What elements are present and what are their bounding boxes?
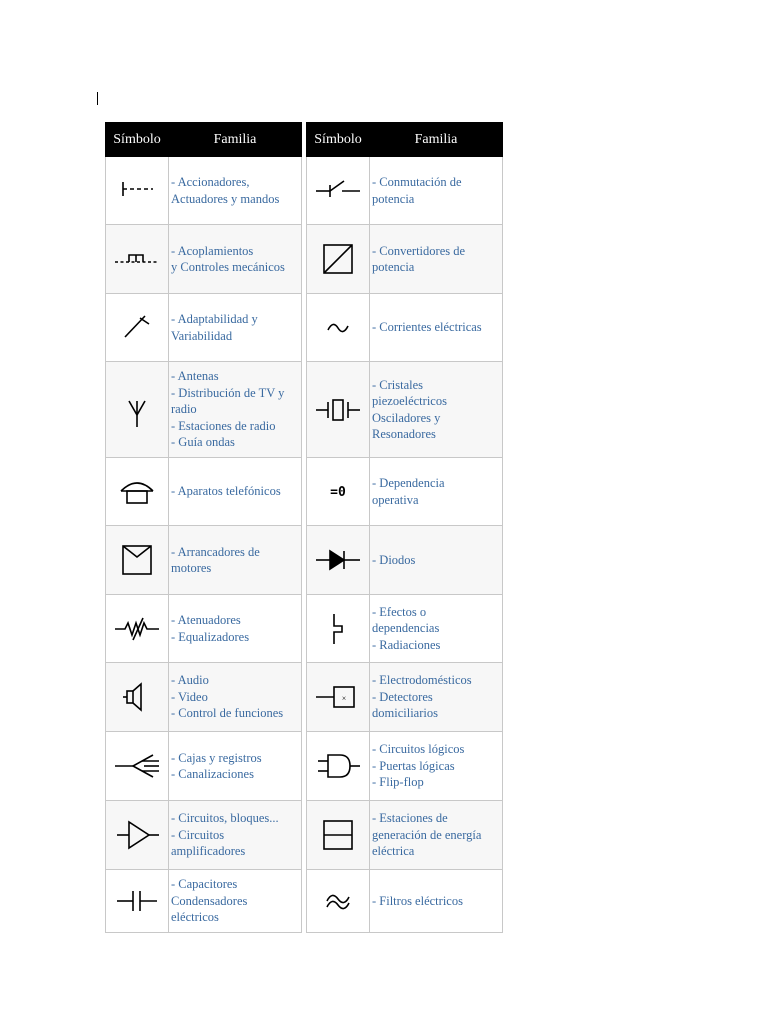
family-text: operativa bbox=[372, 492, 419, 507]
table-row bbox=[307, 732, 503, 801]
family-text: y Controles mecánicos bbox=[171, 260, 285, 274]
symbol-cell bbox=[307, 458, 370, 526]
svg-text:×: × bbox=[341, 694, 347, 703]
family-cell bbox=[370, 663, 503, 732]
logic-gate-icon bbox=[307, 749, 369, 783]
generating-station-icon bbox=[307, 818, 369, 852]
family-text: - Accionadores, bbox=[171, 175, 250, 189]
family-text: - Guía ondas bbox=[171, 435, 235, 450]
family-text: potencia bbox=[372, 260, 415, 274]
text-cursor bbox=[97, 92, 98, 105]
symbol-cell bbox=[307, 870, 370, 933]
family-text: potencia bbox=[372, 191, 415, 206]
symbol-cell bbox=[106, 870, 169, 933]
speaker-icon bbox=[106, 680, 168, 714]
table-row bbox=[106, 663, 302, 732]
family-text: - Efectos o bbox=[372, 604, 427, 619]
family-text: Osciladores y bbox=[372, 410, 441, 425]
family-cell bbox=[370, 870, 503, 933]
table-row bbox=[307, 801, 503, 870]
diode-icon bbox=[307, 543, 369, 577]
converter-icon bbox=[307, 242, 369, 276]
family-text: - Video bbox=[171, 689, 208, 704]
family-text: - Cajas y registros bbox=[171, 750, 262, 765]
family-text: - Detectores bbox=[372, 689, 433, 704]
family-text: amplificadores bbox=[171, 844, 246, 859]
family-text: dependencias bbox=[372, 621, 440, 636]
dependency-icon: =0 bbox=[330, 484, 346, 500]
family-text: - Atenuadores bbox=[171, 613, 241, 627]
family-text: Actuadores y mandos bbox=[171, 191, 280, 206]
table-row bbox=[307, 458, 503, 526]
family-text: - Cristales bbox=[372, 377, 424, 392]
family-cell bbox=[169, 526, 302, 595]
symbol-cell bbox=[106, 526, 169, 595]
family-text: Variabilidad bbox=[171, 328, 233, 343]
crystal-icon bbox=[307, 393, 369, 427]
family-text: - Antenas bbox=[171, 369, 219, 384]
family-cell bbox=[169, 294, 302, 362]
attenuator-icon bbox=[106, 612, 168, 646]
header-row bbox=[106, 123, 302, 157]
family-text: eléctricos bbox=[171, 910, 219, 925]
family-cell bbox=[370, 294, 503, 362]
table-row bbox=[106, 595, 302, 663]
telephone-icon bbox=[106, 475, 168, 509]
family-text: - Circuitos bbox=[171, 827, 225, 842]
family-text: piezoeléctricos bbox=[372, 394, 447, 408]
family-cell bbox=[370, 225, 503, 294]
symbol-cell bbox=[307, 362, 370, 458]
family-text: - Puertas lógicas bbox=[372, 758, 455, 773]
family-header: Familia bbox=[370, 123, 503, 157]
family-text: - Circuitos, bloques... bbox=[171, 811, 279, 826]
table-row bbox=[106, 458, 302, 526]
mechanical-coupling-icon bbox=[106, 242, 168, 276]
family-text: - Estaciones de bbox=[372, 811, 448, 826]
header-row bbox=[307, 123, 503, 157]
table-row bbox=[307, 294, 503, 362]
family-cell bbox=[169, 663, 302, 732]
family-text: generación de energía bbox=[372, 827, 482, 842]
motor-starter-icon bbox=[106, 543, 168, 577]
family-text: - Radiaciones bbox=[372, 637, 441, 652]
family-cell bbox=[370, 595, 503, 663]
symbol-cell bbox=[106, 663, 169, 732]
power-switch-icon bbox=[307, 174, 369, 208]
symbol-header: Símbolo bbox=[307, 123, 370, 157]
family-cell bbox=[169, 801, 302, 870]
family-cell bbox=[169, 362, 302, 458]
family-text: - Convertidores de bbox=[372, 243, 466, 258]
family-text: - Equalizadores bbox=[171, 629, 250, 644]
family-text: - Acoplamientos bbox=[171, 243, 254, 258]
family-text: - Distribución de TV y radio bbox=[171, 385, 285, 417]
family-cell bbox=[370, 157, 503, 225]
symbol-cell bbox=[307, 801, 370, 870]
symbol-cell bbox=[307, 157, 370, 225]
family-cell bbox=[169, 458, 302, 526]
symbol-cell bbox=[307, 663, 370, 732]
symbol-header: Símbolo bbox=[106, 123, 169, 157]
family-text: Resonadores bbox=[372, 427, 436, 441]
table-row bbox=[106, 225, 302, 294]
family-header: Familia bbox=[169, 123, 302, 157]
symbol-cell bbox=[307, 225, 370, 294]
family-text: - Aparatos telefónicos bbox=[171, 484, 281, 499]
table-row bbox=[106, 157, 302, 225]
family-text: - Canalizaciones bbox=[171, 767, 254, 781]
symbol-cell bbox=[106, 157, 169, 225]
family-cell bbox=[169, 157, 302, 225]
table-row bbox=[307, 526, 503, 595]
table-row bbox=[307, 362, 503, 458]
family-text: - Conmutación de bbox=[372, 175, 462, 189]
symbol-cell bbox=[307, 732, 370, 801]
table-row bbox=[106, 362, 302, 458]
symbol-cell bbox=[106, 294, 169, 362]
family-text: - Circuitos lógicos bbox=[372, 742, 465, 757]
symbol-cell bbox=[106, 362, 169, 458]
family-cell bbox=[169, 870, 302, 933]
family-text: - Diodos bbox=[372, 552, 416, 567]
symbol-cell bbox=[307, 595, 370, 663]
family-text: - Dependencia bbox=[372, 476, 445, 490]
family-cell bbox=[370, 801, 503, 870]
family-cell bbox=[169, 225, 302, 294]
table-row bbox=[307, 870, 503, 933]
table-row bbox=[307, 225, 503, 294]
family-cell bbox=[169, 595, 302, 663]
family-text: - Filtros eléctricos bbox=[372, 893, 463, 908]
ac-wave-icon bbox=[307, 311, 369, 345]
table-row bbox=[307, 663, 503, 732]
filter-icon bbox=[307, 884, 369, 918]
table-row bbox=[106, 294, 302, 362]
family-text: motores bbox=[171, 561, 212, 575]
antenna-icon bbox=[106, 393, 168, 427]
family-text: - Control de funciones bbox=[171, 706, 284, 721]
table-row bbox=[106, 870, 302, 933]
junction-box-icon bbox=[106, 749, 168, 783]
family-text: eléctrica bbox=[372, 844, 415, 859]
table-row bbox=[106, 801, 302, 870]
symbol-cell bbox=[106, 595, 169, 663]
symbols-table-left bbox=[105, 122, 302, 933]
symbol-cell bbox=[106, 732, 169, 801]
symbol-cell bbox=[106, 801, 169, 870]
variability-arrow-icon bbox=[106, 311, 168, 345]
amplifier-icon bbox=[106, 818, 168, 852]
capacitor-icon bbox=[106, 884, 168, 918]
effects-icon bbox=[307, 612, 369, 646]
family-text: - Adaptabilidad y bbox=[171, 312, 258, 326]
symbol-cell bbox=[307, 294, 370, 362]
symbol-cell bbox=[106, 225, 169, 294]
family-text: - Flip-flop bbox=[372, 775, 424, 790]
family-text: - Capacitores bbox=[171, 877, 238, 892]
family-cell bbox=[370, 362, 503, 458]
family-text: domiciliarios bbox=[372, 706, 438, 721]
family-text: - Corrientes eléctricas bbox=[372, 320, 482, 335]
table-row bbox=[106, 732, 302, 801]
table-row bbox=[307, 595, 503, 663]
table-row bbox=[106, 526, 302, 595]
family-text: Condensadores bbox=[171, 893, 248, 908]
appliance-icon bbox=[307, 680, 369, 714]
family-text: - Estaciones de radio bbox=[171, 418, 276, 433]
family-text: - Arrancadores de bbox=[171, 544, 260, 559]
contact-dashed-icon bbox=[106, 174, 168, 208]
family-cell bbox=[370, 458, 503, 526]
family-cell bbox=[370, 732, 503, 801]
table-row bbox=[307, 157, 503, 225]
symbol-cell bbox=[106, 458, 169, 526]
symbols-table-right bbox=[306, 122, 503, 933]
family-cell bbox=[169, 732, 302, 801]
symbol-cell bbox=[307, 526, 370, 595]
family-cell bbox=[370, 526, 503, 595]
family-text: - Audio bbox=[171, 673, 209, 688]
family-text: - Electrodomésticos bbox=[372, 673, 472, 688]
